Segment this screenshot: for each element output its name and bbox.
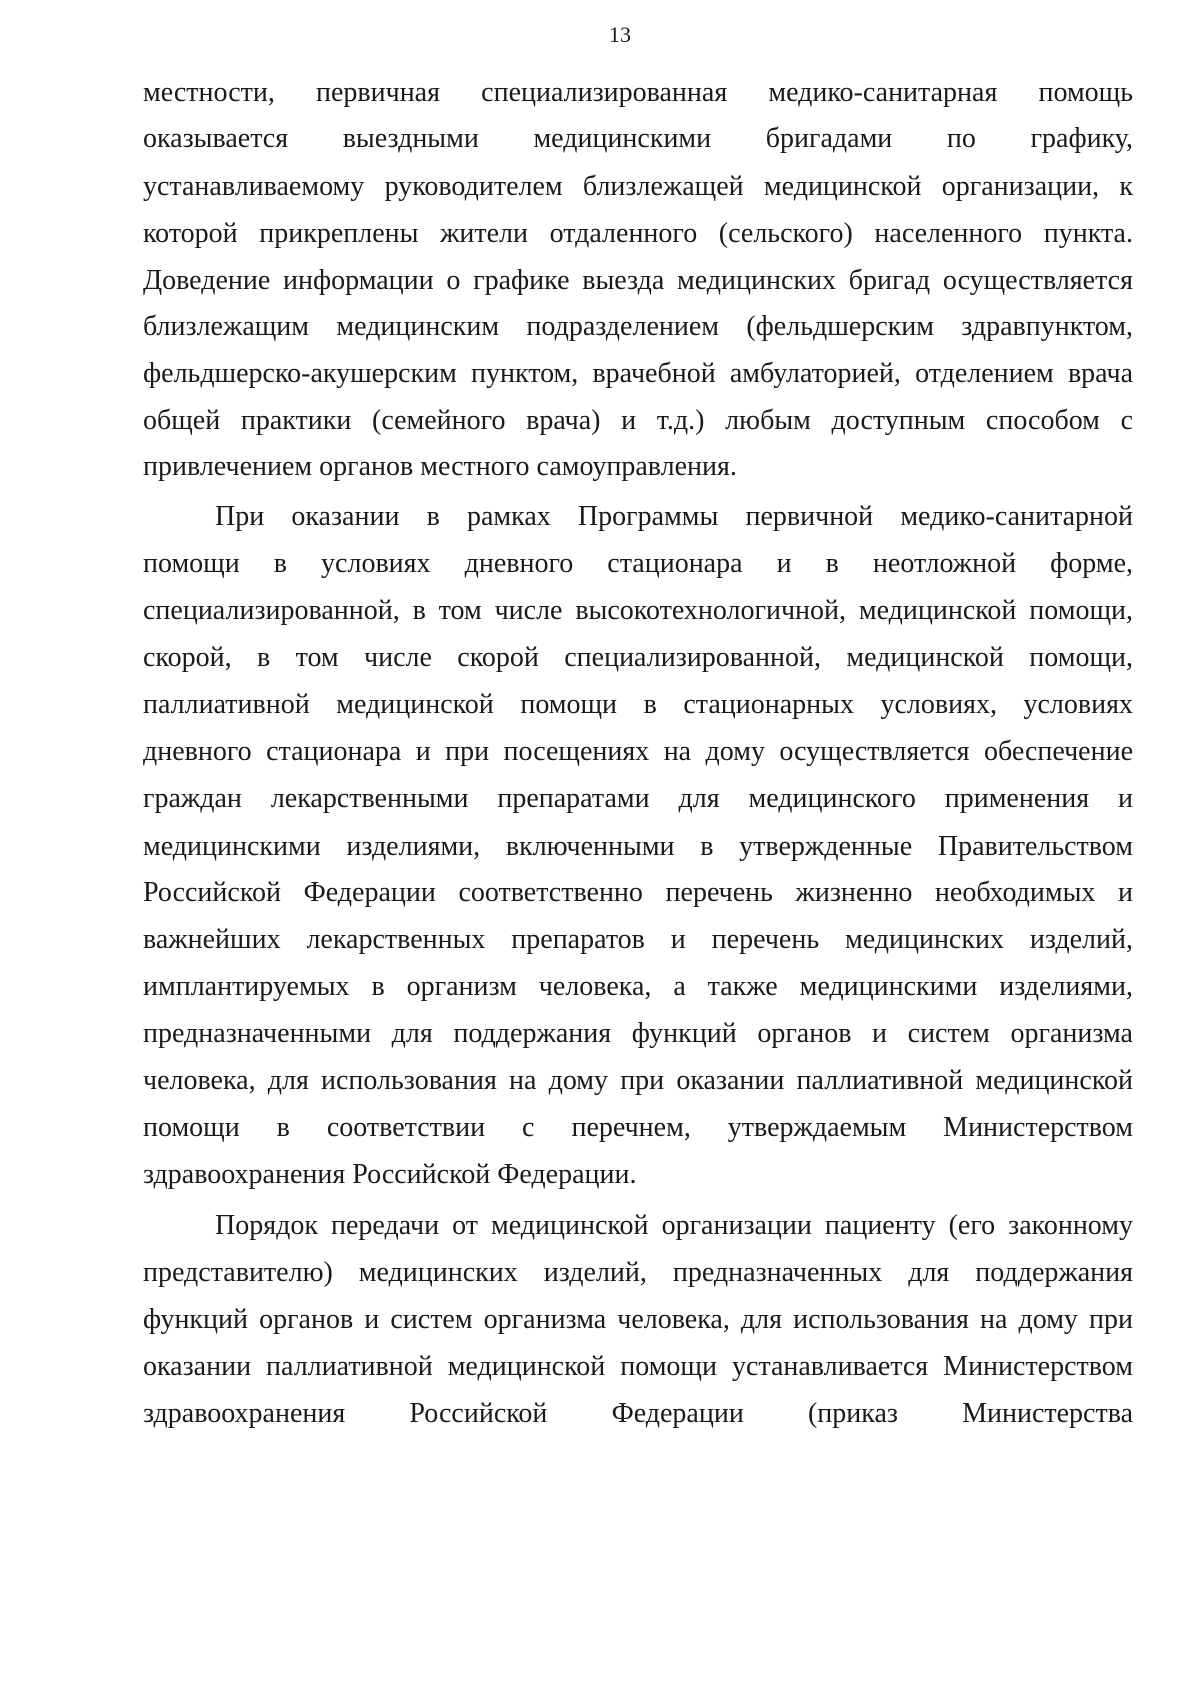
text-line: Российской Федерации соответственно перечень жизненно необходимых и — [143, 877, 1133, 908]
text-line: помощи в условиях дневного стационара и в неотложной форме, — [143, 548, 1133, 579]
text-line: дневного стационара и при посещениях на дому осуществляется обеспечение — [143, 736, 1133, 767]
text-line: представителю) медицинских изделий, предназначенных для поддержания — [143, 1257, 1133, 1288]
text-line: оказании паллиативной медицинской помощи устанавливается Министерством — [143, 1351, 1133, 1382]
text-line: привлечением органов местного самоуправления. — [143, 451, 737, 482]
text-line: человека, для использования на дому при оказании паллиативной медицинской — [143, 1065, 1133, 1096]
text-line: скорой, в том числе скорой специализированной, медицинской помощи, — [143, 642, 1133, 673]
text-line: общей практики (семейного врача) и т.д.) любым доступным способом с — [143, 405, 1133, 436]
text-line: здравоохранения Российской Федерации (приказ Министерства — [143, 1398, 1133, 1429]
text-line: предназначенными для поддержания функций органов и систем организма — [143, 1018, 1133, 1049]
text-line: оказывается выездными медицинскими бригадами по графику, — [143, 123, 1133, 154]
text-line: специализированной, в том числе высокотехнологичной, медицинской помощи, — [143, 595, 1133, 626]
text-line: близлежащим медицинским подразделением (фельдшерским здравпунктом, — [143, 311, 1133, 342]
text-line: имплантируемых в организм человека, а также медицинскими изделиями, — [143, 971, 1133, 1002]
page-number: 13 — [609, 22, 631, 47]
text-line: Порядок передачи от медицинской организации пациенту (его законному — [215, 1210, 1133, 1241]
text-line: местности, первичная специализированная медико-санитарная помощь — [143, 77, 1133, 108]
text-line: важнейших лекарственных препаратов и перечень медицинских изделий, — [143, 924, 1133, 955]
text-line: устанавливаемому руководителем близлежащей медицинской организации, к — [143, 171, 1133, 202]
text-line: медицинскими изделиями, включенными в утвержденные Правительством — [143, 831, 1133, 862]
text-line: помощи в соответствии с перечнем, утверждаемым Министерством — [143, 1112, 1133, 1143]
text-line: При оказании в рамках Программы первичной медико-санитарной — [215, 501, 1133, 532]
text-line: граждан лекарственными препаратами для медицинского применения и — [143, 783, 1133, 814]
text-line: которой прикреплены жители отдаленного (сельского) населенного пункта. — [143, 218, 1133, 249]
text-line: Доведение информации о графике выезда медицинских бригад осуществляется — [143, 265, 1133, 296]
text-line: здравоохранения Российской Федерации. — [143, 1159, 637, 1190]
text-line: фельдшерско-акушерским пунктом, врачебной амбулаторией, отделением врача — [143, 358, 1133, 389]
text-line: функций органов и систем организма человека, для использования на дому при — [143, 1304, 1133, 1335]
text-line: паллиативной медицинской помощи в стационарных условиях, условиях — [143, 689, 1133, 720]
